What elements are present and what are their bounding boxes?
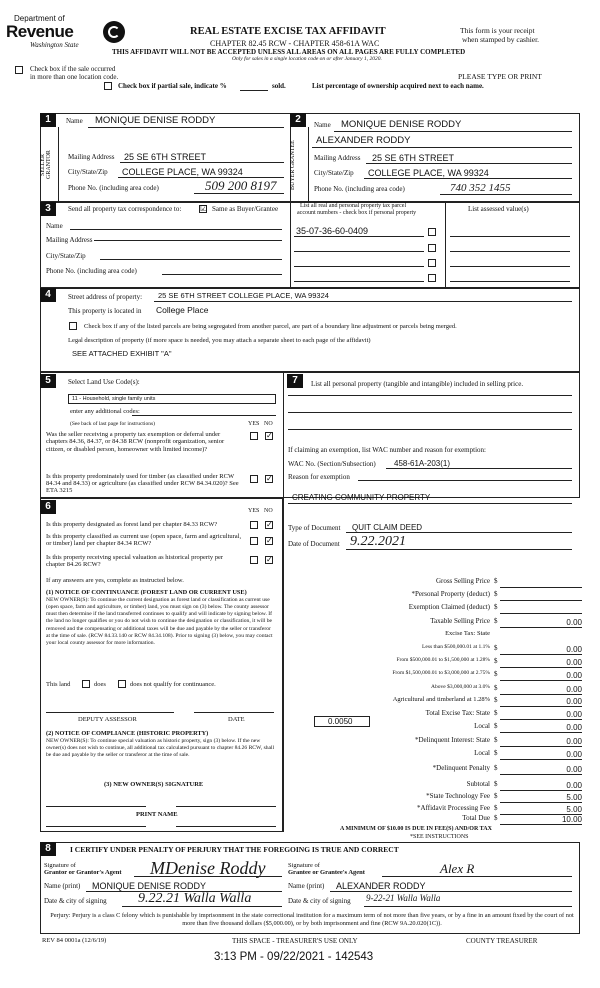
calc-row-line (500, 706, 582, 707)
calc-row-amount[interactable]: 0.00 (566, 765, 582, 774)
calc-row-amount[interactable]: 5.00 (566, 805, 582, 814)
s3-mail-label: Mailing Address (46, 236, 93, 244)
s4-located[interactable]: College Place (156, 305, 209, 315)
s3-send-label: Send all property tax correspondence to: (68, 205, 182, 213)
s6-hist-text: NEW OWNER(S): To continue special valuation as historic property, sign (3) below. If the new owner(s) does not wish to continue, all additional tax calculated pursuant to chapter 84.26 RCW, shall be due and payable by the seller or transferor at the time of sale. (46, 738, 275, 759)
form-title: REAL ESTATE EXCISE TAX AFFIDAVIT (190, 26, 386, 37)
calc-row-line (500, 802, 582, 803)
calc-row-label: From $500,000.01 to $1,500,000 at 1.28% (396, 657, 490, 663)
calc-row-dollar: $ (494, 684, 498, 692)
s5-yes-header: YES (248, 421, 260, 427)
calc-see-instr: *SEE INSTRUCTIONS (410, 834, 469, 840)
calc-row-label: Taxable Selling Price (430, 617, 490, 625)
receipt-note-2: when stamped by cashier. (462, 35, 540, 44)
s3-city-label: City/State/Zip (46, 252, 86, 260)
calc-row-label: From $1,500,000.01 to $3,000,000 at 2.75% (392, 670, 490, 676)
s3-same-label: Same as Buyer/Grantee (212, 205, 279, 213)
partial-sale-checkbox[interactable] (104, 82, 112, 90)
calc-row-amount[interactable]: 0.00 (566, 710, 582, 719)
calc-row-label: Less than $500,000.01 at 1.1% (422, 644, 490, 650)
s8-sig-grantee-1: Signature of (288, 862, 320, 869)
calc-row-amount[interactable]: 10.00 (561, 815, 582, 824)
calc-row-line (500, 732, 582, 733)
calc-row-amount[interactable]: 0.00 (566, 658, 582, 667)
same-as-buyer-checkbox[interactable]: ☑ (200, 204, 208, 213)
s1-city[interactable]: COLLEGE PLACE, WA 99324 (122, 167, 243, 177)
calc-row-line (500, 774, 582, 775)
calc-row-line (500, 667, 582, 668)
receipt-note-1: This form is your receipt (460, 26, 535, 35)
s4-segregated-label: Check box if any of the listed parcels are being segregated from another parcel, are part of a boundary line adjustment or parcels being merged. (84, 323, 457, 330)
s5-q2: Is this property predominately used for timber (as classified under RCW 84.34 and 84.33) or agriculture (as classified under RCW 84.34.020)? See ETA 3215 (46, 473, 239, 495)
calc-row-dollar: $ (494, 722, 498, 730)
grantor-print-name[interactable]: MONIQUE DENISE RODDY (92, 881, 207, 891)
calc-row-amount[interactable]: 5.00 (566, 793, 582, 802)
s5-see-back: (See back of last page for instructions) (70, 421, 155, 427)
s6-does-not: does not qualify for continuance. (130, 681, 216, 688)
calc-row-dollar: $ (494, 590, 498, 598)
s1-city-label: City/State/Zip (68, 168, 108, 176)
s6-cont-title: (1) NOTICE OF CONTINUANCE (FOREST LAND OR CURRENT USE) (46, 589, 247, 596)
grantor-date-city[interactable]: 9.22.21 Walla Walla (138, 891, 252, 906)
parcel-header-1: List all real and personal property tax parcel (300, 203, 407, 209)
calc-row-dollar: $ (494, 780, 498, 788)
form-subnote: Only for sales in a single location code on or after January 1, 2020. (232, 56, 382, 62)
s3-name-label: Name (46, 222, 63, 230)
s8-perjury: Perjury: Perjury is a class C felony which is punishable by imprisonment in the state correctional institution for a maximum term of not more than five years, or by a fine in an amount fixed by the court of not more than five thousand dollars ($5,000.00), or by both imprisonment and fine (RCW 9A.20.020(1C)). (50, 912, 574, 927)
grantor-signature[interactable]: MDenise Roddy (150, 858, 266, 878)
calc-row-dollar: $ (494, 577, 498, 585)
s7-exemption-label: If claiming an exemption, list WAC number and reason for exemption: (288, 446, 486, 454)
calc-row-line (500, 824, 582, 825)
form-chapter: CHAPTER 82.45 RCW - CHAPTER 458-61A WAC (210, 39, 380, 48)
calc-row-label: *Delinquent Interest: State (414, 736, 490, 744)
s6-q3-yes[interactable] (250, 556, 258, 564)
s6-q1-no[interactable]: ✓ (266, 520, 273, 529)
buyer-grantee-label: BUYER GRANTEE (290, 140, 296, 190)
logo-dept: Department of (14, 14, 65, 23)
calc-row-line (500, 746, 582, 747)
s2-name-label: Name (314, 121, 331, 129)
calc-row-amount[interactable]: 0.00 (566, 723, 582, 732)
s2-mail[interactable]: 25 SE 6TH STREET (372, 153, 455, 163)
s6-q2: Is this property classified as current use (open space, farm and agricultural, or timber) land per chapter 84.34 RCW? (46, 533, 242, 548)
s1-name[interactable]: MONIQUE DENISE RODDY (95, 115, 216, 126)
s2-name-2[interactable]: ALEXANDER RODDY (316, 135, 411, 146)
please-type: PLEASE TYPE OR PRINT (458, 72, 542, 81)
calc-row-amount[interactable]: 0.00 (566, 618, 582, 627)
s8-certify: I CERTIFY UNDER PENALTY OF PERJURY THAT THE FOREGOING IS TRUE AND CORRECT (70, 845, 399, 854)
calc-row-label: Agricultural and timberland at 1.28% (392, 696, 490, 703)
calc-row-dollar: $ (494, 657, 498, 665)
s5-q2-no[interactable]: ✓ (266, 474, 273, 483)
s5-no-header: NO (264, 421, 273, 427)
calc-row-amount[interactable]: 0.00 (566, 685, 582, 694)
calc-row-line (500, 680, 582, 681)
s7-reason-label: Reason for exemption (288, 473, 350, 481)
grantee-print-name[interactable]: ALEXANDER RODDY (336, 881, 426, 891)
logo-revenue: Revenue (6, 22, 74, 41)
section-1-number: 1 (40, 113, 56, 127)
section-3-number: 3 (40, 202, 56, 216)
calc-row-dollar: $ (494, 749, 498, 757)
logo-state: Washington State (30, 41, 79, 49)
s6-q3-no[interactable]: ✓ (266, 555, 273, 564)
calc-row-label: Exemption Claimed (deduct) (408, 603, 490, 611)
new-owner-sig-line-1[interactable] (46, 806, 146, 807)
s7-doc-type-label: Type of Document (288, 524, 341, 532)
calc-min-note: A MINIMUM OF $10.00 IS DUE IN FEE(S) AND/OR TAX (340, 826, 492, 832)
calc-row-amount[interactable]: 0.00 (566, 781, 582, 790)
calc-row-dollar: $ (494, 670, 498, 678)
calc-row-label: Local (474, 749, 490, 757)
section-4-number: 4 (40, 288, 56, 302)
calc-row-label: *Affidavit Processing Fee (417, 804, 490, 812)
section-2-number: 2 (290, 113, 306, 127)
s6-date: DATE (228, 716, 245, 723)
calc-row-label: *Personal Property (deduct) (411, 590, 490, 598)
calc-row-dollar: $ (494, 736, 498, 744)
section-7-number: 7 (287, 374, 303, 388)
calc-row-dollar: $ (494, 792, 498, 800)
parcel-1-checkbox[interactable] (428, 228, 436, 236)
footer-rev: REV 84 0001a (12/6/19) (42, 937, 107, 944)
s5-q1: Was the seller receiving a property tax exemption or deferral under chapters 84.36, 84.37, or 84.38 RCW (nonprofit organization, senior citizen, or disabled person, homeowner with limited income)? (46, 431, 225, 453)
s7-doc-date[interactable]: 9.22.2021 (350, 534, 406, 549)
s7-doc-type[interactable]: QUIT CLAIM DEED (352, 523, 423, 532)
calc-row-label: Excise Tax: State (445, 630, 490, 637)
s1-mail[interactable]: 25 SE 6TH STREET (124, 152, 207, 162)
calc-row-dollar: $ (494, 764, 498, 772)
parcel-4-checkbox[interactable] (428, 274, 436, 282)
sold-label: sold. (272, 82, 286, 90)
s2-mail-label: Mailing Address (314, 154, 361, 162)
calc-row-label: Above $3,000,000 at 3.0% (431, 684, 490, 690)
s7-doc-date-label: Date of Document (288, 540, 340, 548)
seller-grantor-label: SELLER GRANTOR (40, 150, 52, 180)
calc-row-label: Total Due (462, 814, 490, 822)
section-8-number: 8 (40, 842, 56, 856)
calc-row-label: Gross Selling Price (435, 577, 490, 585)
s2-phone-label: Phone No. (including area code) (314, 185, 405, 193)
calc-row-label: *Delinquent Penalty (432, 764, 490, 772)
s5-land-use: 11 - Household, single family units (72, 396, 156, 402)
calc-row-label: Local (474, 722, 490, 730)
multi-location-label-2: in more than one location code. (30, 73, 119, 81)
s6-q3: Is this property receiving special valuation as historical property per chapter 84.26 RCW? (46, 554, 224, 569)
calc-row-dollar: $ (494, 603, 498, 611)
calc-row-dollar: $ (494, 617, 498, 625)
section-6-number: 6 (40, 500, 56, 514)
parcel-3-checkbox[interactable] (428, 259, 436, 267)
s4-located-label: This property is located in (68, 307, 142, 315)
s8-sig-grantor-2: Grantor or Grantor's Agent (44, 869, 122, 876)
parcel-number[interactable]: 35-07-36-60-0409 (296, 226, 369, 236)
calc-row-line (500, 759, 582, 760)
calc-row-line (500, 694, 582, 695)
s7-wac-label: WAC No. (Section/Subsection) (288, 460, 376, 468)
s2-city-label: City/State/Zip (314, 169, 354, 177)
s8-grantee-date-label: Date & city of signing (288, 897, 351, 905)
s4-street[interactable]: 25 SE 6TH STREET COLLEGE PLACE, WA 99324 (158, 291, 329, 300)
calc-row-dollar: $ (494, 696, 498, 704)
s7-wac[interactable]: 458-61A-203(1) (394, 459, 451, 468)
s6-deputy: DEPUTY ASSESSOR (78, 716, 137, 723)
s5-q1-yes[interactable] (250, 432, 258, 440)
s5-additional-label: enter any additional codes: (70, 408, 140, 415)
calc-row-amount[interactable]: 0.00 (566, 645, 582, 654)
calc-row-amount[interactable]: 0.00 (566, 750, 582, 759)
s1-phone[interactable]: 509 200 8197 (205, 178, 277, 193)
calc-row-label: Subtotal (466, 780, 490, 788)
calc-row-dollar: $ (494, 814, 498, 822)
calc-row-label: *State Technology Fee (426, 792, 490, 800)
s1-mail-label: Mailing Address (68, 153, 115, 161)
s5-q1-no[interactable]: ✓ (266, 431, 273, 440)
calc-row-label: Total Excise Tax: State (425, 709, 490, 717)
s2-name-1[interactable]: MONIQUE DENISE RODDY (341, 119, 462, 130)
calc-row-dollar: $ (494, 804, 498, 812)
s8-grantor-date-label: Date & city of signing (44, 897, 107, 905)
s8-sig-grantor-1: Signature of (44, 862, 76, 869)
assessed-header: List assessed value(s) (468, 205, 529, 213)
parcel-2-checkbox[interactable] (428, 244, 436, 252)
multi-location-label-1: Check box if the sale occurred (30, 65, 116, 73)
form-notice: THIS AFFIDAVIT WILL NOT BE ACCEPTED UNLESS ALL AREAS ON ALL PAGES ARE FULLY COMPLETED (112, 48, 466, 56)
land-does-checkbox[interactable] (82, 680, 90, 688)
s6-does: does (94, 681, 106, 688)
segregated-checkbox[interactable] (69, 322, 77, 330)
calc-row-line (500, 600, 582, 601)
s6-q2-no[interactable]: ✓ (266, 536, 273, 545)
s2-phone[interactable]: 740 352 1455 (450, 182, 511, 194)
print-name-line-2[interactable] (176, 826, 276, 827)
s4-street-label: Street address of property: (68, 293, 143, 301)
calc-row-line (500, 587, 582, 588)
footer-treasurer: COUNTY TREASURER (466, 937, 538, 945)
footer-space: THIS SPACE - TREASURER'S USE ONLY (232, 937, 358, 945)
calc-row-line (500, 790, 582, 791)
s6-cont-text: NEW OWNER(S): To continue the current designation as forest land or classification as current use (open space, farm and agriculture, or timber) land, you must sign on (3) below. The county assessor must then determine if the land transferred continues to qualify and will indicate by signing below. If the land no longer qualifies or you do not wish to continue the designation or classification, it will be removed and the compensating or additional taxes will be due and payable by the seller or transferor at the time of sale. (RCW 84.33.140 or RCW 84.34.108). Prior to signing (3) below, you may contact your local county assessor for more information. (46, 597, 273, 646)
section-5-number: 5 (40, 374, 56, 388)
s6-print-name: PRINT NAME (136, 811, 178, 818)
s6-this-land: This land (46, 681, 71, 688)
ownership-note: List percentage of ownership acquired next to each name. (312, 82, 484, 90)
calc-row-line (500, 627, 582, 628)
calc-row-line (500, 719, 582, 720)
multi-location-checkbox[interactable] (15, 66, 23, 74)
s8-grantor-name-label: Name (print) (44, 882, 81, 890)
new-owner-sig-line-2[interactable] (176, 806, 276, 807)
grantee-date-city[interactable]: 9-22-21 Walla Walla (366, 893, 441, 903)
deputy-date-line[interactable] (194, 712, 274, 713)
s4-exhibit[interactable]: SEE ATTACHED EXHIBIT "A" (72, 349, 172, 358)
s8-sig-grantee-2: Grantee or Grantee's Agent (288, 869, 365, 876)
local-rate: 0.0050 (328, 717, 353, 726)
logo-emblem-icon (103, 21, 125, 43)
s7-personal-label: List all personal property (tangible and intangible) included in selling price. (311, 380, 524, 388)
s8-grantee-name-label: Name (print) (288, 882, 325, 890)
calc-row-dollar: $ (494, 709, 498, 717)
deputy-signature-line[interactable] (46, 712, 174, 713)
s6-hist-title: (2) NOTICE OF COMPLIANCE (HISTORIC PROPERTY) (46, 730, 209, 737)
s5-q2-yes[interactable] (250, 475, 258, 483)
s1-phone-label: Phone No. (including area code) (68, 184, 159, 192)
calc-row-amount[interactable]: 0.00 (566, 737, 582, 746)
calc-row-amount[interactable]: 0.00 (566, 697, 582, 706)
partial-sale-label: Check box if partial sale, indicate % (118, 82, 227, 90)
partial-percent-line[interactable] (240, 90, 268, 91)
calc-row-dollar: $ (494, 644, 498, 652)
print-name-line-1[interactable] (46, 826, 146, 827)
recording-stamp: 3:13 PM - 09/22/2021 - 142543 (214, 951, 374, 963)
s1-name-label: Name (66, 117, 83, 125)
s2-city[interactable]: COLLEGE PLACE, WA 99324 (368, 168, 489, 178)
s6-q2-yes[interactable] (250, 537, 258, 545)
s6-no-header: NO (264, 508, 273, 514)
s3-phone-label: Phone No. (including area code) (46, 267, 137, 275)
s6-if-yes: If any answers are yes, complete as instructed below. (46, 577, 184, 584)
s4-legal-label: Legal description of property (if more space is needed, you may attach a separate sheet to each page of the affidavit) (68, 337, 371, 344)
land-does-not-checkbox[interactable] (118, 680, 126, 688)
grantee-signature[interactable]: Alex R (440, 861, 475, 876)
s5-land-use-label: Select Land Use Code(s): (68, 378, 140, 386)
calc-row-line (500, 654, 582, 655)
calc-row-amount[interactable]: 0.00 (566, 671, 582, 680)
s6-yes-header: YES (248, 508, 260, 514)
s6-sig-title: (3) NEW OWNER(S) SIGNATURE (104, 781, 204, 788)
s6-q1: Is this property designated as forest land per chapter 84.33 RCW? (46, 521, 218, 528)
s6-q1-yes[interactable] (250, 521, 258, 529)
s7-reason[interactable]: CREATING COMMUNITY PROPERTY (292, 493, 431, 502)
parcel-header-2: account numbers - check box if personal property (297, 210, 417, 216)
calc-row-line (500, 613, 582, 614)
